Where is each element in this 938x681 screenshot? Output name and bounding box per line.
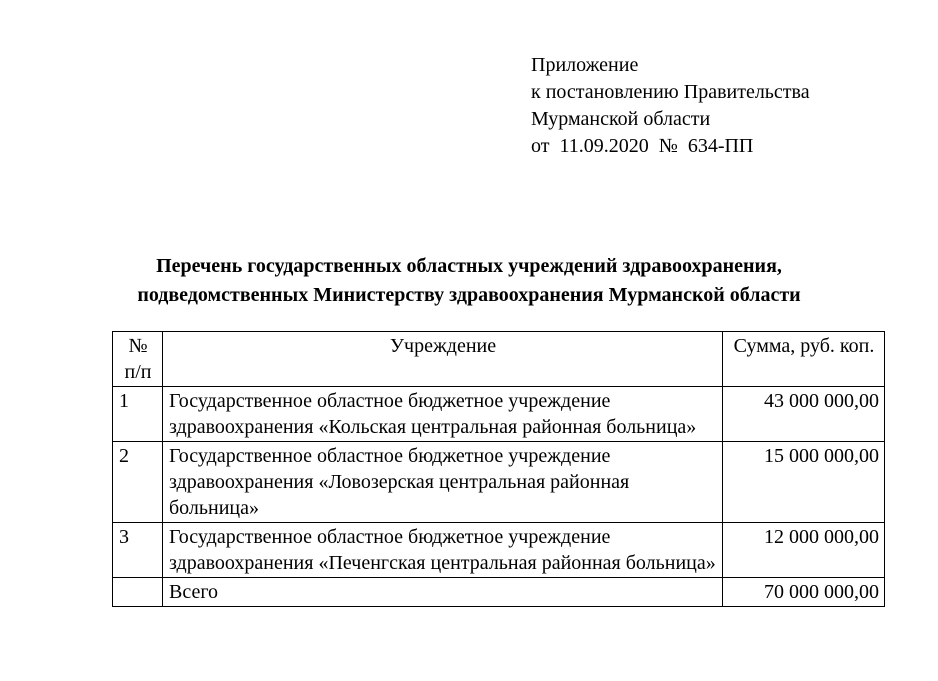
total-number [113,578,163,607]
total-label: Всего [163,578,723,607]
header-institution: Учреждение [163,332,723,387]
row-sum: 12 000 000,00 [723,523,885,578]
row-number: 3 [113,523,163,578]
row-number: 2 [113,442,163,523]
row-institution: Государственное областное бюджетное учреждение здравоохранения «Ловозерская центральная районная больница» [163,442,723,523]
row-institution: Государственное областное бюджетное учреждение здравоохранения «Печенгская центральная районная больница» [163,523,723,578]
total-sum: 70 000 000,00 [723,578,885,607]
table-row [113,523,885,578]
row-sum: 43 000 000,00 [723,387,885,442]
document-title [0,252,938,310]
appendix-block [531,52,810,160]
appendix-date-number: от 11.09.2020 № 634-ПП [531,135,754,157]
title-line: подведомственных Министерству здравоохранения Мурманской области [137,284,801,306]
title-line: Перечень государственных областных учреждений здравоохранения, [156,255,782,277]
header-sum: Сумма, руб. коп. [723,332,885,387]
table-total-row [113,578,885,607]
row-institution: Государственное областное бюджетное учреждение здравоохранения «Кольская центральная районная больница» [163,387,723,442]
institutions-table [112,331,885,607]
table-row [113,387,885,442]
table-header-row [113,332,885,387]
appendix-line: Мурманской области [531,108,711,130]
header-number: № п/п [113,332,163,387]
table-row [113,442,885,523]
row-number: 1 [113,387,163,442]
appendix-line: Приложение [531,54,639,76]
appendix-line: к постановлению Правительства [531,81,810,103]
row-sum: 15 000 000,00 [723,442,885,523]
